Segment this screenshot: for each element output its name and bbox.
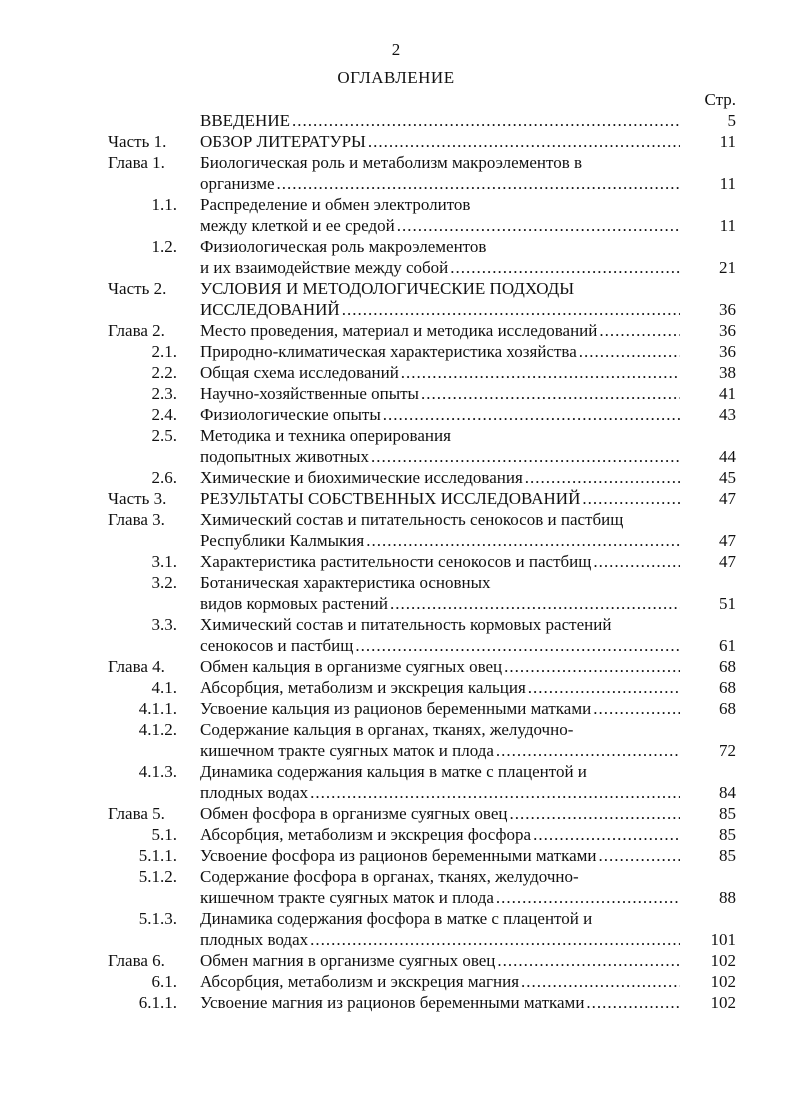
dot-leader bbox=[593, 551, 680, 572]
page-column-header: Стр. bbox=[704, 90, 736, 109]
dot-leader bbox=[599, 845, 681, 866]
toc-entry-label: Глава 2. bbox=[108, 321, 165, 340]
dot-leader bbox=[496, 740, 680, 761]
toc-entry-title-line bbox=[200, 446, 680, 467]
toc-entry-title-line: Динамика содержания фосфора в матке с плацентой и bbox=[200, 909, 593, 928]
toc-entry-title bbox=[200, 803, 680, 824]
toc-entry-title-line: Динамика содержания кальция в матке с плацентой и bbox=[200, 762, 587, 781]
toc-entry-title-text: ВВЕДЕНИЕ bbox=[200, 111, 290, 130]
table-of-contents bbox=[0, 110, 792, 1013]
toc-entry-page: 61 bbox=[719, 636, 736, 655]
toc-entry-label: 1.1. bbox=[151, 195, 177, 214]
toc-entry-label: 2.3. bbox=[151, 384, 177, 403]
toc-entry-title-text: Абсорбция, метаболизм и экскреция магния bbox=[200, 972, 520, 991]
toc-entry-label: 5.1. bbox=[151, 825, 177, 844]
toc-entry-title bbox=[200, 383, 680, 404]
toc-entry-page: 102 bbox=[710, 972, 736, 991]
toc-entry-title-line bbox=[200, 404, 680, 425]
toc-entry-page: 72 bbox=[719, 741, 736, 760]
toc-entry bbox=[0, 488, 792, 509]
toc-entry-page: 68 bbox=[719, 657, 736, 676]
toc-entry-label: 4.1.1. bbox=[138, 699, 177, 718]
toc-entry-title-line bbox=[200, 488, 680, 509]
dot-leader bbox=[401, 362, 680, 383]
dot-leader bbox=[366, 530, 680, 551]
toc-entry-label: Часть 1. bbox=[108, 132, 167, 151]
dot-leader bbox=[450, 257, 680, 278]
toc-entry-label: Глава 1. bbox=[108, 153, 165, 172]
toc-entry bbox=[0, 908, 792, 950]
toc-entry-title bbox=[200, 509, 680, 551]
toc-entry-title bbox=[200, 131, 680, 152]
toc-entry-title-text: Обмен кальция в организме суягных овец bbox=[200, 657, 503, 676]
toc-entry-label: Часть 3. bbox=[108, 489, 167, 508]
toc-entry-title-line bbox=[200, 740, 680, 761]
toc-entry-page: 88 bbox=[719, 888, 736, 907]
toc-entry bbox=[0, 152, 792, 194]
dot-leader bbox=[310, 782, 680, 803]
toc-entry-page: 44 bbox=[719, 447, 736, 466]
toc-entry-page: 101 bbox=[710, 930, 736, 949]
toc-entry-page: 68 bbox=[719, 678, 736, 697]
toc-entry bbox=[0, 110, 792, 131]
toc-entry bbox=[0, 677, 792, 698]
toc-entry-title bbox=[200, 845, 680, 866]
toc-entry-title-line bbox=[200, 131, 680, 152]
toc-entry bbox=[0, 845, 792, 866]
toc-entry-title bbox=[200, 467, 680, 488]
page-title: ОГЛАВЛЕНИЕ bbox=[337, 68, 455, 87]
toc-entry-label: 4.1.2. bbox=[138, 720, 177, 739]
toc-entry-title-line: Химический состав и питательность кормовых растений bbox=[200, 615, 612, 634]
toc-entry-title bbox=[200, 488, 680, 509]
toc-entry-title bbox=[200, 677, 680, 698]
toc-entry bbox=[0, 824, 792, 845]
toc-entry-title-line bbox=[200, 530, 680, 551]
dot-leader bbox=[582, 488, 680, 509]
toc-entry-title-line bbox=[200, 383, 680, 404]
toc-entry-title bbox=[200, 950, 680, 971]
toc-entry-title-text: Природно-климатическая характеристика хозяйства bbox=[200, 342, 577, 361]
dot-leader bbox=[521, 971, 680, 992]
toc-entry-title-line: УСЛОВИЯ И МЕТОДОЛОГИЧЕСКИЕ ПОДХОДЫ bbox=[200, 279, 575, 298]
toc-entry-label: 2.1. bbox=[151, 342, 177, 361]
toc-entry-title-text: Физиологические опыты bbox=[200, 405, 381, 424]
toc-entry-title bbox=[200, 971, 680, 992]
toc-entry-label: Глава 3. bbox=[108, 510, 165, 529]
dot-leader bbox=[368, 131, 680, 152]
dot-leader bbox=[397, 215, 680, 236]
toc-entry-label: Глава 5. bbox=[108, 804, 165, 823]
toc-entry bbox=[0, 950, 792, 971]
toc-entry bbox=[0, 572, 792, 614]
toc-entry-title-text: Абсорбция, метаболизм и экскреция фосфора bbox=[200, 825, 532, 844]
toc-entry-label: 4.1.3. bbox=[138, 762, 177, 781]
toc-entry-title bbox=[200, 761, 680, 803]
toc-entry-title bbox=[200, 341, 680, 362]
dot-leader bbox=[342, 299, 680, 320]
toc-entry-page: 84 bbox=[719, 783, 736, 802]
toc-entry-label: 2.2. bbox=[151, 363, 177, 382]
toc-entry-page: 5 bbox=[727, 111, 736, 130]
toc-entry-label: 2.4. bbox=[151, 405, 177, 424]
toc-entry bbox=[0, 656, 792, 677]
toc-entry-label: 3.3. bbox=[151, 615, 177, 634]
toc-entry-title bbox=[200, 152, 680, 194]
toc-entry-title bbox=[200, 320, 680, 341]
toc-entry-title-text: Химические и биохимические исследования bbox=[200, 468, 523, 487]
toc-entry-title bbox=[200, 698, 680, 719]
toc-entry-label: 1.2. bbox=[151, 237, 177, 256]
dot-leader bbox=[496, 887, 680, 908]
toc-entry-title-line bbox=[200, 677, 680, 698]
toc-entry-title-line: Содержание кальция в органах, тканях, желудочно- bbox=[200, 720, 574, 739]
toc-entry-title bbox=[200, 278, 680, 320]
toc-entry-label: 3.2. bbox=[151, 573, 177, 592]
toc-entry-page: 36 bbox=[719, 321, 736, 340]
toc-entry-page: 11 bbox=[719, 132, 736, 151]
toc-entry-title-text: Обмен фосфора в организме суягных овец bbox=[200, 804, 508, 823]
toc-entry-title-text: Усвоение фосфора из рационов беременными матками bbox=[200, 846, 597, 865]
toc-entry-label: Глава 6. bbox=[108, 951, 165, 970]
toc-entry-title-text: Республики Калмыкия bbox=[200, 531, 365, 550]
toc-entry-title-line: Ботаническая характеристика основных bbox=[200, 573, 491, 592]
dot-leader bbox=[390, 593, 680, 614]
page-number: 2 bbox=[391, 40, 401, 59]
dot-leader bbox=[533, 824, 680, 845]
dot-leader bbox=[525, 467, 680, 488]
toc-entry-title-line bbox=[200, 824, 680, 845]
dot-leader bbox=[277, 173, 681, 194]
toc-entry-page: 21 bbox=[719, 258, 736, 277]
toc-entry-title-line bbox=[200, 173, 680, 194]
toc-entry-page: 36 bbox=[719, 342, 736, 361]
toc-entry-title-line bbox=[200, 698, 680, 719]
toc-entry-title-line bbox=[200, 782, 680, 803]
toc-entry-title-text: Характеристика растительности сенокосов и пастбищ bbox=[200, 552, 592, 571]
toc-entry-title bbox=[200, 425, 680, 467]
toc-entry bbox=[0, 719, 792, 761]
toc-entry-title-text: Усвоение кальция из рационов беременными матками bbox=[200, 699, 592, 718]
toc-entry-title-line bbox=[200, 320, 680, 341]
toc-entry-page: 11 bbox=[719, 216, 736, 235]
toc-entry bbox=[0, 551, 792, 572]
toc-entry-page: 47 bbox=[719, 489, 736, 508]
toc-entry bbox=[0, 341, 792, 362]
dot-leader bbox=[586, 992, 680, 1013]
toc-entry bbox=[0, 194, 792, 236]
toc-entry-page: 11 bbox=[719, 174, 736, 193]
toc-entry-page: 85 bbox=[719, 825, 736, 844]
toc-entry-title-line bbox=[200, 803, 680, 824]
toc-entry-title-line bbox=[200, 551, 680, 572]
toc-entry-title-line bbox=[200, 950, 680, 971]
toc-entry-title-text: подопытных животных bbox=[200, 447, 369, 466]
toc-entry-label: 3.1. bbox=[151, 552, 177, 571]
toc-entry-title-line: Содержание фосфора в органах, тканях, желудочно- bbox=[200, 867, 579, 886]
toc-entry-page: 102 bbox=[710, 951, 736, 970]
toc-entry-title bbox=[200, 110, 680, 131]
toc-entry bbox=[0, 992, 792, 1013]
toc-entry-title-line bbox=[200, 215, 680, 236]
toc-entry bbox=[0, 509, 792, 551]
toc-entry-label: 2.5. bbox=[151, 426, 177, 445]
toc-entry-title-line bbox=[200, 110, 680, 131]
toc-entry-title-text: организме bbox=[200, 174, 275, 193]
toc-entry-title-text: плодных водах bbox=[200, 930, 309, 949]
toc-entry-label: 4.1. bbox=[151, 678, 177, 697]
toc-entry-title-text: Усвоение магния из рационов беременными матками bbox=[200, 993, 585, 1012]
toc-entry-title bbox=[200, 362, 680, 383]
toc-entry-title bbox=[200, 236, 680, 278]
toc-entry-title-text: Место проведения, материал и методика исследований bbox=[200, 321, 598, 340]
toc-entry-page: 51 bbox=[719, 594, 736, 613]
toc-entry-label: 6.1. bbox=[151, 972, 177, 991]
toc-entry-page: 41 bbox=[719, 384, 736, 403]
toc-entry-title bbox=[200, 404, 680, 425]
toc-entry-label: 2.6. bbox=[151, 468, 177, 487]
dot-leader bbox=[579, 341, 680, 362]
toc-entry-title bbox=[200, 614, 680, 656]
toc-entry-title bbox=[200, 992, 680, 1013]
dot-leader bbox=[593, 698, 680, 719]
toc-entry-title-text: кишечном тракте суягных маток и плода bbox=[200, 741, 494, 760]
dot-leader bbox=[371, 446, 680, 467]
toc-entry-label: Часть 2. bbox=[108, 279, 167, 298]
toc-entry-label: 6.1.1. bbox=[138, 993, 177, 1012]
toc-entry-title-text: сенокосов и пастбищ bbox=[200, 636, 354, 655]
toc-entry-title-line bbox=[200, 341, 680, 362]
toc-entry-title-line: Методика и техника оперирования bbox=[200, 426, 451, 445]
toc-entry-title-text: плодных водах bbox=[200, 783, 309, 802]
toc-entry-title-line bbox=[200, 929, 680, 950]
toc-entry-title-text: кишечном тракте суягных маток и плода bbox=[200, 888, 494, 907]
toc-entry-title-line: Биологическая роль и метаболизм макроэлементов в bbox=[200, 153, 583, 172]
dot-leader bbox=[421, 383, 680, 404]
dot-leader bbox=[504, 656, 680, 677]
toc-entry-label: 5.1.1. bbox=[138, 846, 177, 865]
toc-entry bbox=[0, 803, 792, 824]
toc-entry-title-line: Химический состав и питательность сенокосов и пастбищ bbox=[200, 510, 624, 529]
dot-leader bbox=[310, 929, 680, 950]
toc-entry-title bbox=[200, 824, 680, 845]
toc-entry-page: 102 bbox=[710, 993, 736, 1012]
toc-entry-title-line bbox=[200, 362, 680, 383]
toc-entry bbox=[0, 278, 792, 320]
toc-entry bbox=[0, 761, 792, 803]
toc-entry-title-text: Научно-хозяйственные опыты bbox=[200, 384, 419, 403]
toc-entry-page: 36 bbox=[719, 300, 736, 319]
toc-entry bbox=[0, 383, 792, 404]
toc-entry-title-line bbox=[200, 635, 680, 656]
toc-entry bbox=[0, 971, 792, 992]
toc-entry bbox=[0, 320, 792, 341]
toc-entry-title-text: и их взаимодействие между собой bbox=[200, 258, 449, 277]
toc-entry bbox=[0, 866, 792, 908]
toc-entry-title-line bbox=[200, 845, 680, 866]
toc-entry-title bbox=[200, 551, 680, 572]
toc-entry-label: 5.1.3. bbox=[138, 909, 177, 928]
toc-entry-title-line bbox=[200, 467, 680, 488]
toc-entry-page: 47 bbox=[719, 531, 736, 550]
toc-entry bbox=[0, 698, 792, 719]
toc-entry-title-line bbox=[200, 299, 680, 320]
toc-entry-title-text: видов кормовых растений bbox=[200, 594, 389, 613]
toc-entry-label: Глава 4. bbox=[108, 657, 165, 676]
toc-entry-title-line bbox=[200, 656, 680, 677]
toc-entry-title bbox=[200, 908, 680, 950]
dot-leader bbox=[383, 404, 680, 425]
toc-entry-title-text: ОБЗОР ЛИТЕРАТУРЫ bbox=[200, 132, 366, 151]
dot-leader bbox=[355, 635, 680, 656]
toc-entry-title bbox=[200, 866, 680, 908]
dot-leader bbox=[509, 803, 680, 824]
toc-entry-title bbox=[200, 719, 680, 761]
toc-entry-title bbox=[200, 194, 680, 236]
toc-entry-title-text: ИССЛЕДОВАНИЙ bbox=[200, 300, 340, 319]
toc-entry-title-line bbox=[200, 887, 680, 908]
toc-entry-page: 47 bbox=[719, 552, 736, 571]
toc-entry-title-line: Распределение и обмен электролитов bbox=[200, 195, 471, 214]
toc-entry-page: 45 bbox=[719, 468, 736, 487]
toc-entry-page: 43 bbox=[719, 405, 736, 424]
dot-leader bbox=[599, 320, 680, 341]
toc-entry bbox=[0, 467, 792, 488]
toc-entry-title-line bbox=[200, 257, 680, 278]
toc-entry bbox=[0, 614, 792, 656]
toc-entry-title-text: Абсорбция, метаболизм и экскреция кальция bbox=[200, 678, 526, 697]
toc-entry-title-line: Физиологическая роль макроэлементов bbox=[200, 237, 487, 256]
dot-leader bbox=[528, 677, 680, 698]
toc-entry-title bbox=[200, 572, 680, 614]
toc-entry-title-text: РЕЗУЛЬТАТЫ СОБСТВЕННЫХ ИССЛЕДОВАНИЙ bbox=[200, 489, 581, 508]
toc-entry-title-text: между клеткой и ее средой bbox=[200, 216, 395, 235]
dot-leader bbox=[292, 110, 680, 131]
toc-entry-page: 38 bbox=[719, 363, 736, 382]
toc-entry-title-line bbox=[200, 992, 680, 1013]
toc-entry bbox=[0, 236, 792, 278]
toc-entry-page: 68 bbox=[719, 699, 736, 718]
toc-entry-label: 5.1.2. bbox=[138, 867, 177, 886]
toc-entry-title bbox=[200, 656, 680, 677]
toc-entry-title-text: Обмен магния в организме суягных овец bbox=[200, 951, 496, 970]
toc-entry-page: 85 bbox=[719, 846, 736, 865]
toc-entry bbox=[0, 425, 792, 467]
toc-entry bbox=[0, 131, 792, 152]
toc-entry-title-text: Общая схема исследований bbox=[200, 363, 399, 382]
toc-entry-page: 85 bbox=[719, 804, 736, 823]
toc-entry-title-line bbox=[200, 593, 680, 614]
toc-entry bbox=[0, 404, 792, 425]
toc-entry bbox=[0, 362, 792, 383]
dot-leader bbox=[497, 950, 680, 971]
toc-entry-title-line bbox=[200, 971, 680, 992]
